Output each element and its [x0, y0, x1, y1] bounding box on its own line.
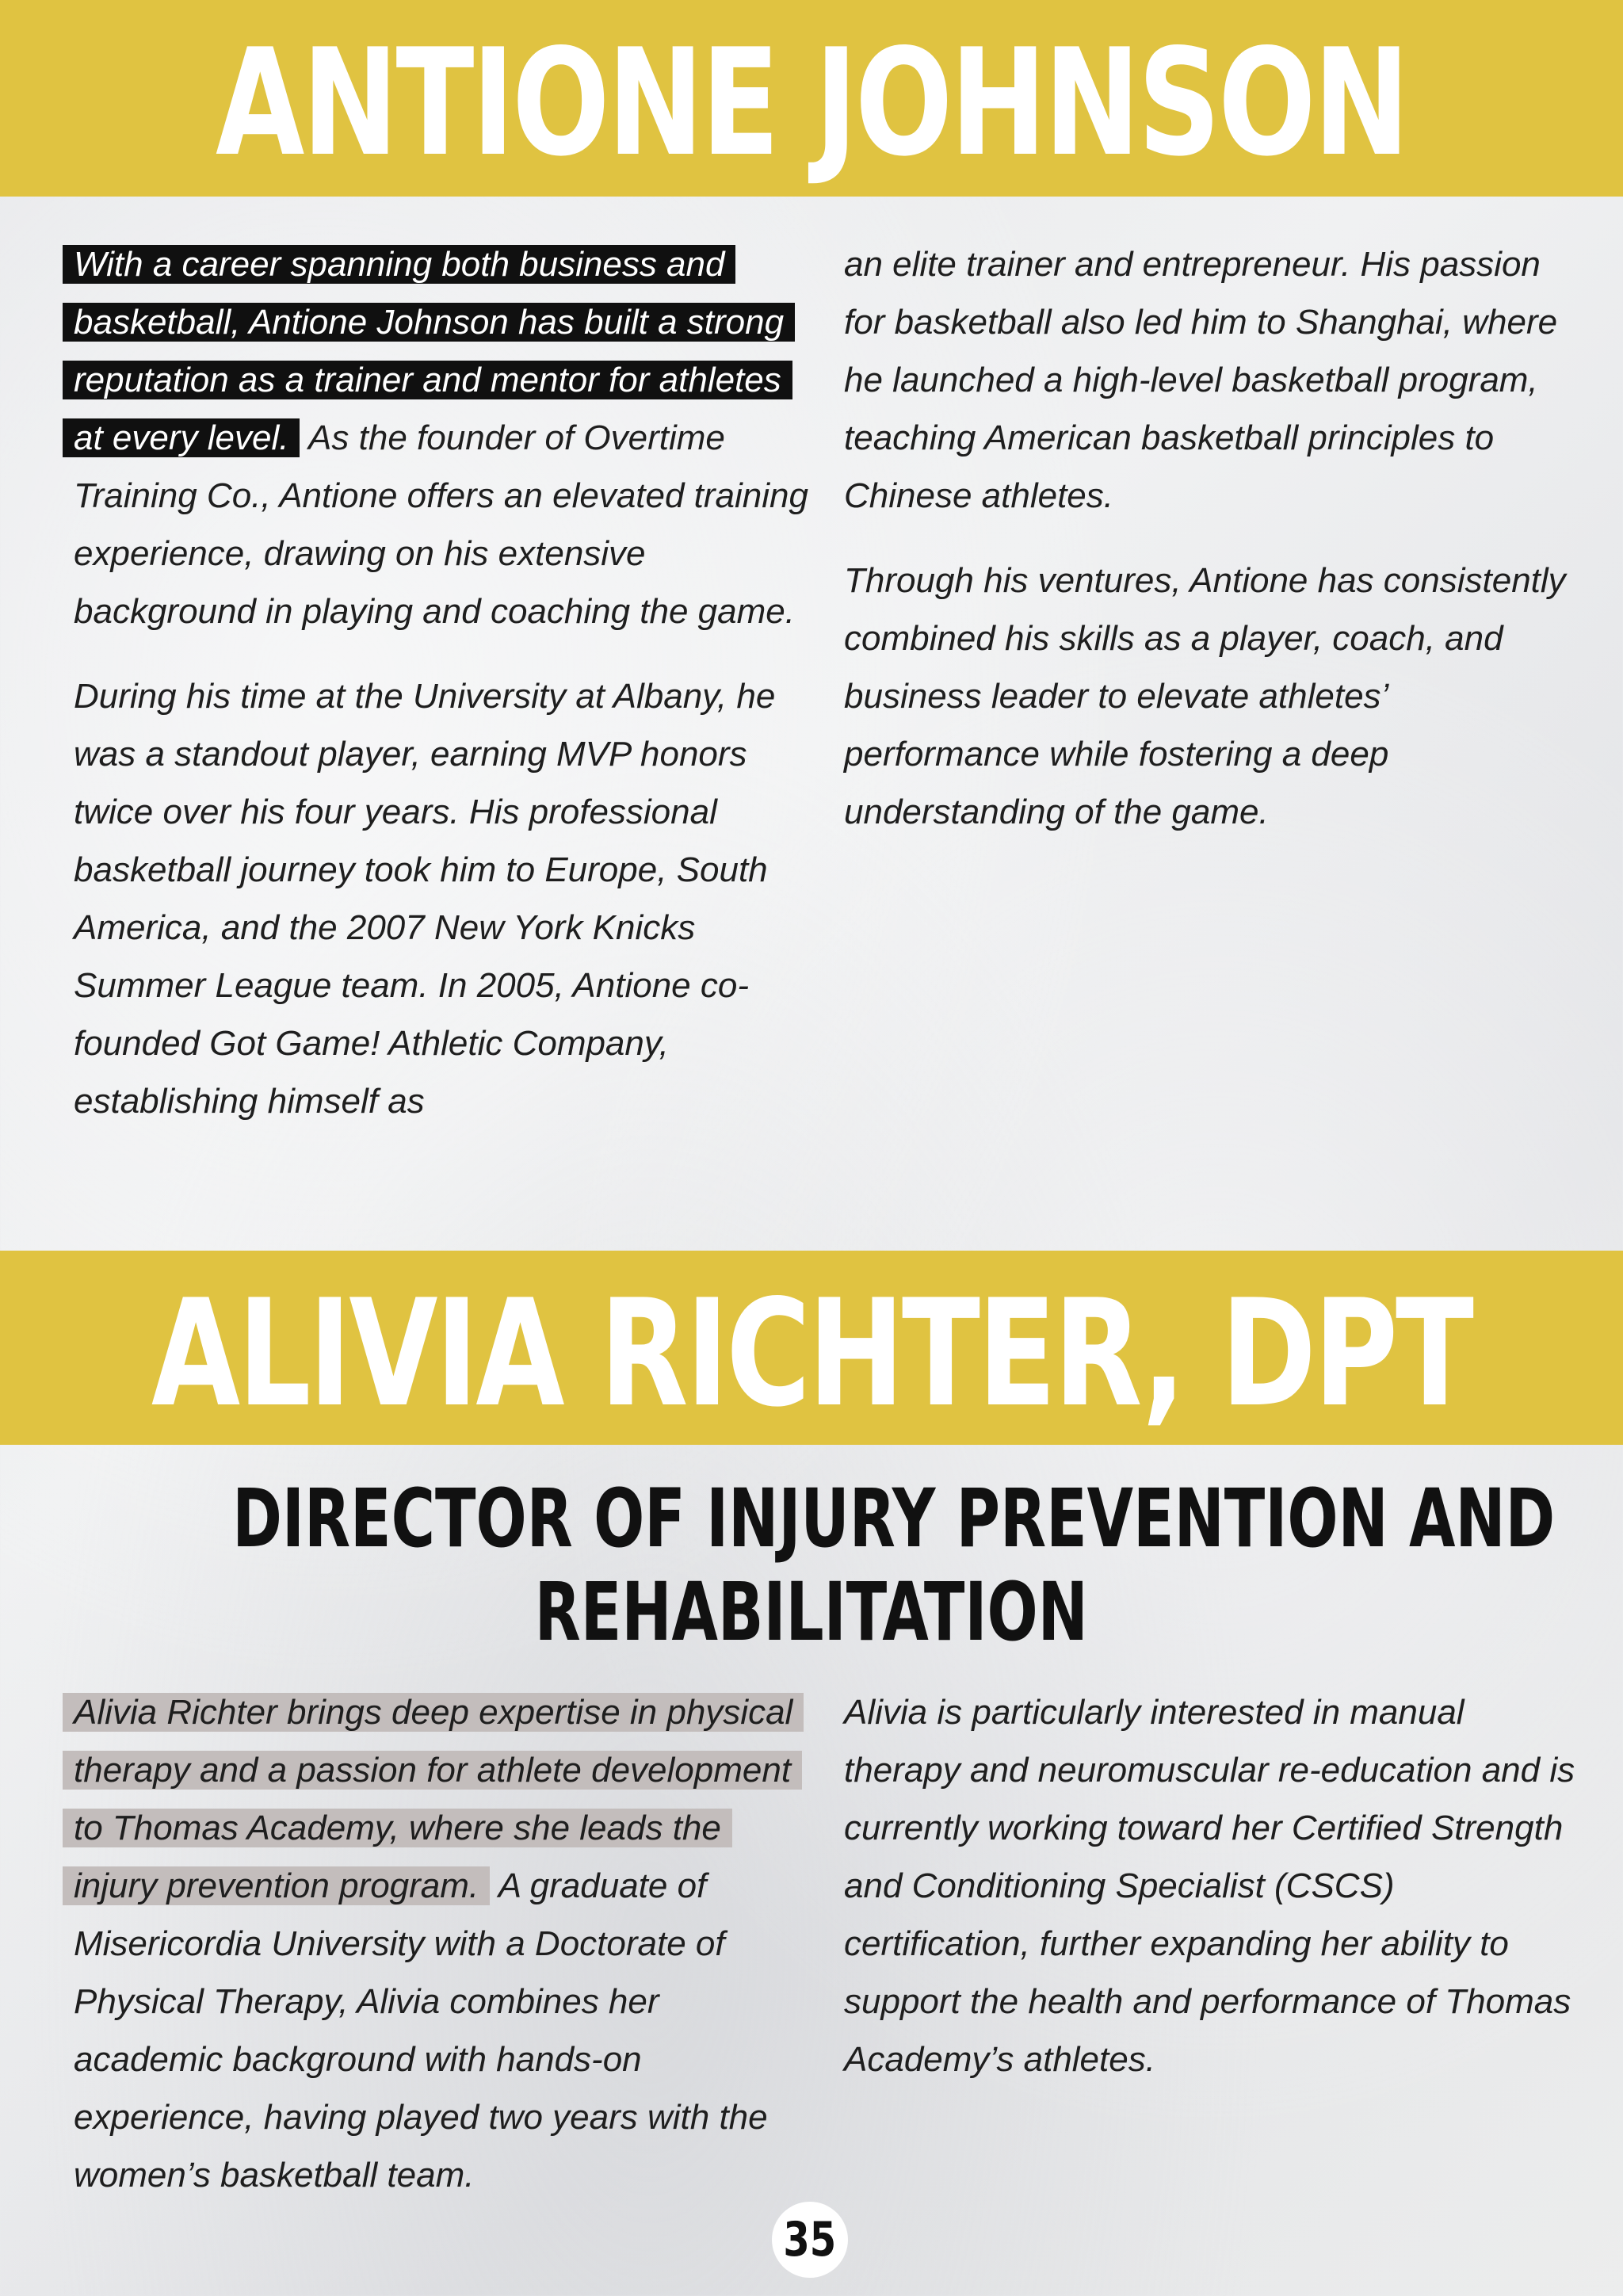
job-title-line-2: REHABILITATION: [534, 1565, 1089, 1660]
header-band-alivia: [0, 1251, 1623, 1445]
bio-column-left-antione: [74, 235, 811, 1157]
header-band-antione: [0, 0, 1623, 197]
page-number: 35: [783, 2212, 837, 2267]
bio-paragraph: [74, 1683, 811, 2204]
bio-text: As the founder of Overtime Training Co., Antione offers an elevated training experience, drawing on his extensive background in playing and coaching the game.: [74, 418, 808, 631]
bio-text: Alivia is particularly interested in manual therapy and neuromuscular re-education and is currently working toward her Certified Strength and Conditioning Specialist (CSCS) certification, further expanding her ability to support the health and performance of Thomas Academy’s athletes.: [844, 1693, 1575, 2079]
bio-paragraph: [844, 552, 1581, 841]
profile-name-antione-johnson: ANTIONE JOHNSON: [216, 16, 1407, 189]
profile-name-alivia-richter: ALIVIA RICHTER, DPT: [151, 1267, 1472, 1439]
highlighted-intro: With a career spanning both business and basketball, Antione Johnson has built a strong reputation as a trainer and mentor for athletes at every level.: [63, 245, 795, 457]
page-number-badge: [772, 2202, 848, 2278]
bio-paragraph: [844, 235, 1581, 525]
bio-paragraph: [74, 667, 811, 1130]
bio-text: Through his ventures, Antione has consistently combined his skills as a player, coach, and business leader to elevate athletes’ performance while fostering a deep understanding of the game.: [844, 561, 1566, 831]
bio-column-right-antione: [844, 235, 1581, 868]
bio-column-right-alivia: [844, 1683, 1581, 2115]
job-title-line-1: DIRECTOR OF INJURY PREVENTION AND: [232, 1472, 1556, 1566]
bio-text-p2-part2: an elite trainer and entrepreneur. His passion for basketball also led him to Shanghai, where he launched a high-level basketball program, teaching American basketball principles to Chinese athletes.: [844, 245, 1558, 515]
bio-paragraph: [74, 235, 811, 640]
highlighted-intro: Alivia Richter brings deep expertise in physical therapy and a passion for athlete development to Thomas Academy, where she leads the injury prevention program.: [63, 1693, 804, 1905]
job-title-alivia: [0, 1473, 1623, 1660]
bio-text: A graduate of Misericordia University with a Doctorate of Physical Therapy, Alivia combines her academic background with hands-on experience, having played two years with the women’s basketball team.: [74, 1866, 768, 2195]
bio-text-p2-part1: During his time at the University at Albany, he was a standout player, earning MVP honors twice over his four years. His professional basketball journey took him to Europe, South America, and the 2007 New York Knicks Summer League team. In 2005, Antione co-founded Got Game! Athletic Company, establishing himself as: [74, 677, 776, 1121]
bio-paragraph: [844, 1683, 1581, 2088]
bio-column-left-alivia: [74, 1683, 811, 2231]
